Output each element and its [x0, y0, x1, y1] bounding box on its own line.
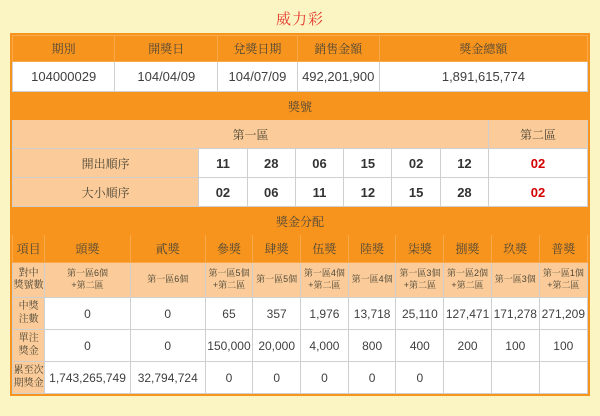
prize-distribution-table — [12, 207, 588, 394]
prize-per-unit-label: 單注 獎金 — [13, 330, 45, 362]
rollover-value: 0 — [348, 362, 396, 394]
rollover-value: 0 — [205, 362, 253, 394]
header-item: 項目 — [13, 235, 45, 263]
rollover-value: 0 — [253, 362, 301, 394]
section-title-numbers: 獎號 — [13, 93, 588, 120]
winning-units-value: 357 — [253, 298, 301, 330]
draw-number: 11 — [295, 178, 343, 207]
draw-order-row — [13, 149, 588, 178]
match-condition: 第一區4個 — [348, 263, 396, 298]
prize-per-unit-value: 100 — [539, 330, 587, 362]
rollover-value: 32,794,724 — [130, 362, 205, 394]
section-title-prize-allocation: 獎金分配 — [13, 208, 588, 235]
match-condition: 第一區6個 +第二區 — [45, 263, 131, 298]
draw-number: 15 — [392, 178, 440, 207]
draw-info-table — [12, 35, 588, 92]
winning-units-label: 中獎 注數 — [13, 298, 45, 330]
prize-col-header: 肆獎 — [253, 235, 301, 263]
winning-units-value: 13,718 — [348, 298, 396, 330]
match-condition: 第一區3個 +第二區 — [396, 263, 444, 298]
sorted-order-label: 大小順序 — [13, 178, 199, 207]
numbers-section-row — [13, 93, 588, 120]
value-draw-date: 104/04/09 — [115, 62, 218, 92]
header-redeem-date: 兌獎日期 — [218, 36, 297, 62]
draw-number: 06 — [295, 149, 343, 178]
match-condition-row — [13, 263, 588, 298]
zone-header-row — [13, 120, 588, 149]
prize-col-header: 捌獎 — [444, 235, 492, 263]
prize-col-header: 柒獎 — [396, 235, 444, 263]
draw-number: 12 — [344, 178, 392, 207]
header-period: 期別 — [13, 36, 115, 62]
rollover-value: 0 — [301, 362, 349, 394]
prize-col-header: 伍獎 — [301, 235, 349, 263]
rollover-row — [13, 362, 588, 394]
draw-number: 06 — [247, 178, 295, 207]
draw-order-label: 開出順序 — [13, 149, 199, 178]
winning-units-value: 0 — [130, 298, 205, 330]
draw-number: 12 — [440, 149, 488, 178]
draw-number: 11 — [199, 149, 247, 178]
prize-per-unit-value: 20,000 — [253, 330, 301, 362]
match-condition: 第一區4個 +第二區 — [301, 263, 349, 298]
draw-number: 28 — [247, 149, 295, 178]
prize-per-unit-value: 800 — [348, 330, 396, 362]
value-sales-amount: 492,201,900 — [297, 62, 379, 92]
winning-units-value: 0 — [45, 298, 131, 330]
draw-info-value-row — [13, 62, 588, 92]
draw-info-header-row — [13, 36, 588, 62]
prize-per-unit-value: 0 — [130, 330, 205, 362]
zone1-header: 第一區 — [13, 120, 489, 149]
header-total-prize: 獎金總額 — [379, 36, 587, 62]
winning-units-row — [13, 298, 588, 330]
page-title: 威力彩 — [275, 11, 324, 28]
header-sales-amount: 銷售金額 — [297, 36, 379, 62]
value-total-prize: 1,891,615,774 — [379, 62, 587, 92]
winning-numbers-table — [12, 92, 588, 207]
value-period: 104000029 — [13, 62, 115, 92]
rollover-value: 0 — [396, 362, 444, 394]
draw-number: 15 — [344, 149, 392, 178]
zone2-number: 02 — [489, 149, 588, 178]
match-condition: 第一區5個 — [253, 263, 301, 298]
prize-col-header: 頭獎 — [45, 235, 131, 263]
winning-units-value: 271,209 — [539, 298, 587, 330]
draw-number: 02 — [199, 178, 247, 207]
prize-col-header: 普獎 — [539, 235, 587, 263]
winning-units-value: 65 — [205, 298, 253, 330]
prize-per-unit-value: 150,000 — [205, 330, 253, 362]
draw-number: 02 — [392, 149, 440, 178]
prize-per-unit-value: 4,000 — [301, 330, 349, 362]
rollover-value — [444, 362, 492, 394]
rollover-value — [491, 362, 539, 394]
rollover-value: 1,743,265,749 — [45, 362, 131, 394]
match-condition: 第一區1個 +第二區 — [539, 263, 587, 298]
rollover-value — [539, 362, 587, 394]
match-condition: 第一區2個 +第二區 — [444, 263, 492, 298]
match-row-label: 對中 獎號數 — [13, 263, 45, 298]
header-draw-date: 開獎日 — [115, 36, 218, 62]
results-board — [10, 33, 590, 396]
draw-number: 28 — [440, 178, 488, 207]
zone2-header: 第二區 — [489, 120, 588, 149]
winning-units-value: 1,976 — [301, 298, 349, 330]
prize-per-unit-value: 100 — [491, 330, 539, 362]
prize-section-row — [13, 208, 588, 235]
prize-col-header: 玖獎 — [491, 235, 539, 263]
winning-units-value: 25,110 — [396, 298, 444, 330]
prize-col-header: 陸獎 — [348, 235, 396, 263]
prize-header-row — [13, 235, 588, 263]
rollover-label: 累至次 期獎金 — [13, 362, 45, 394]
zone2-number: 02 — [489, 178, 588, 207]
match-condition: 第一區3個 — [491, 263, 539, 298]
prize-per-unit-value: 0 — [45, 330, 131, 362]
winning-units-value: 127,471 — [444, 298, 492, 330]
prize-per-unit-value: 200 — [444, 330, 492, 362]
winning-units-value: 171,278 — [491, 298, 539, 330]
prize-per-unit-value: 400 — [396, 330, 444, 362]
match-condition: 第一區6個 — [130, 263, 205, 298]
sorted-order-row — [13, 178, 588, 207]
match-condition: 第一區5個 +第二區 — [205, 263, 253, 298]
prize-per-unit-row — [13, 330, 588, 362]
value-redeem-date: 104/07/09 — [218, 62, 297, 92]
prize-col-header: 貳獎 — [130, 235, 205, 263]
prize-col-header: 參獎 — [205, 235, 253, 263]
